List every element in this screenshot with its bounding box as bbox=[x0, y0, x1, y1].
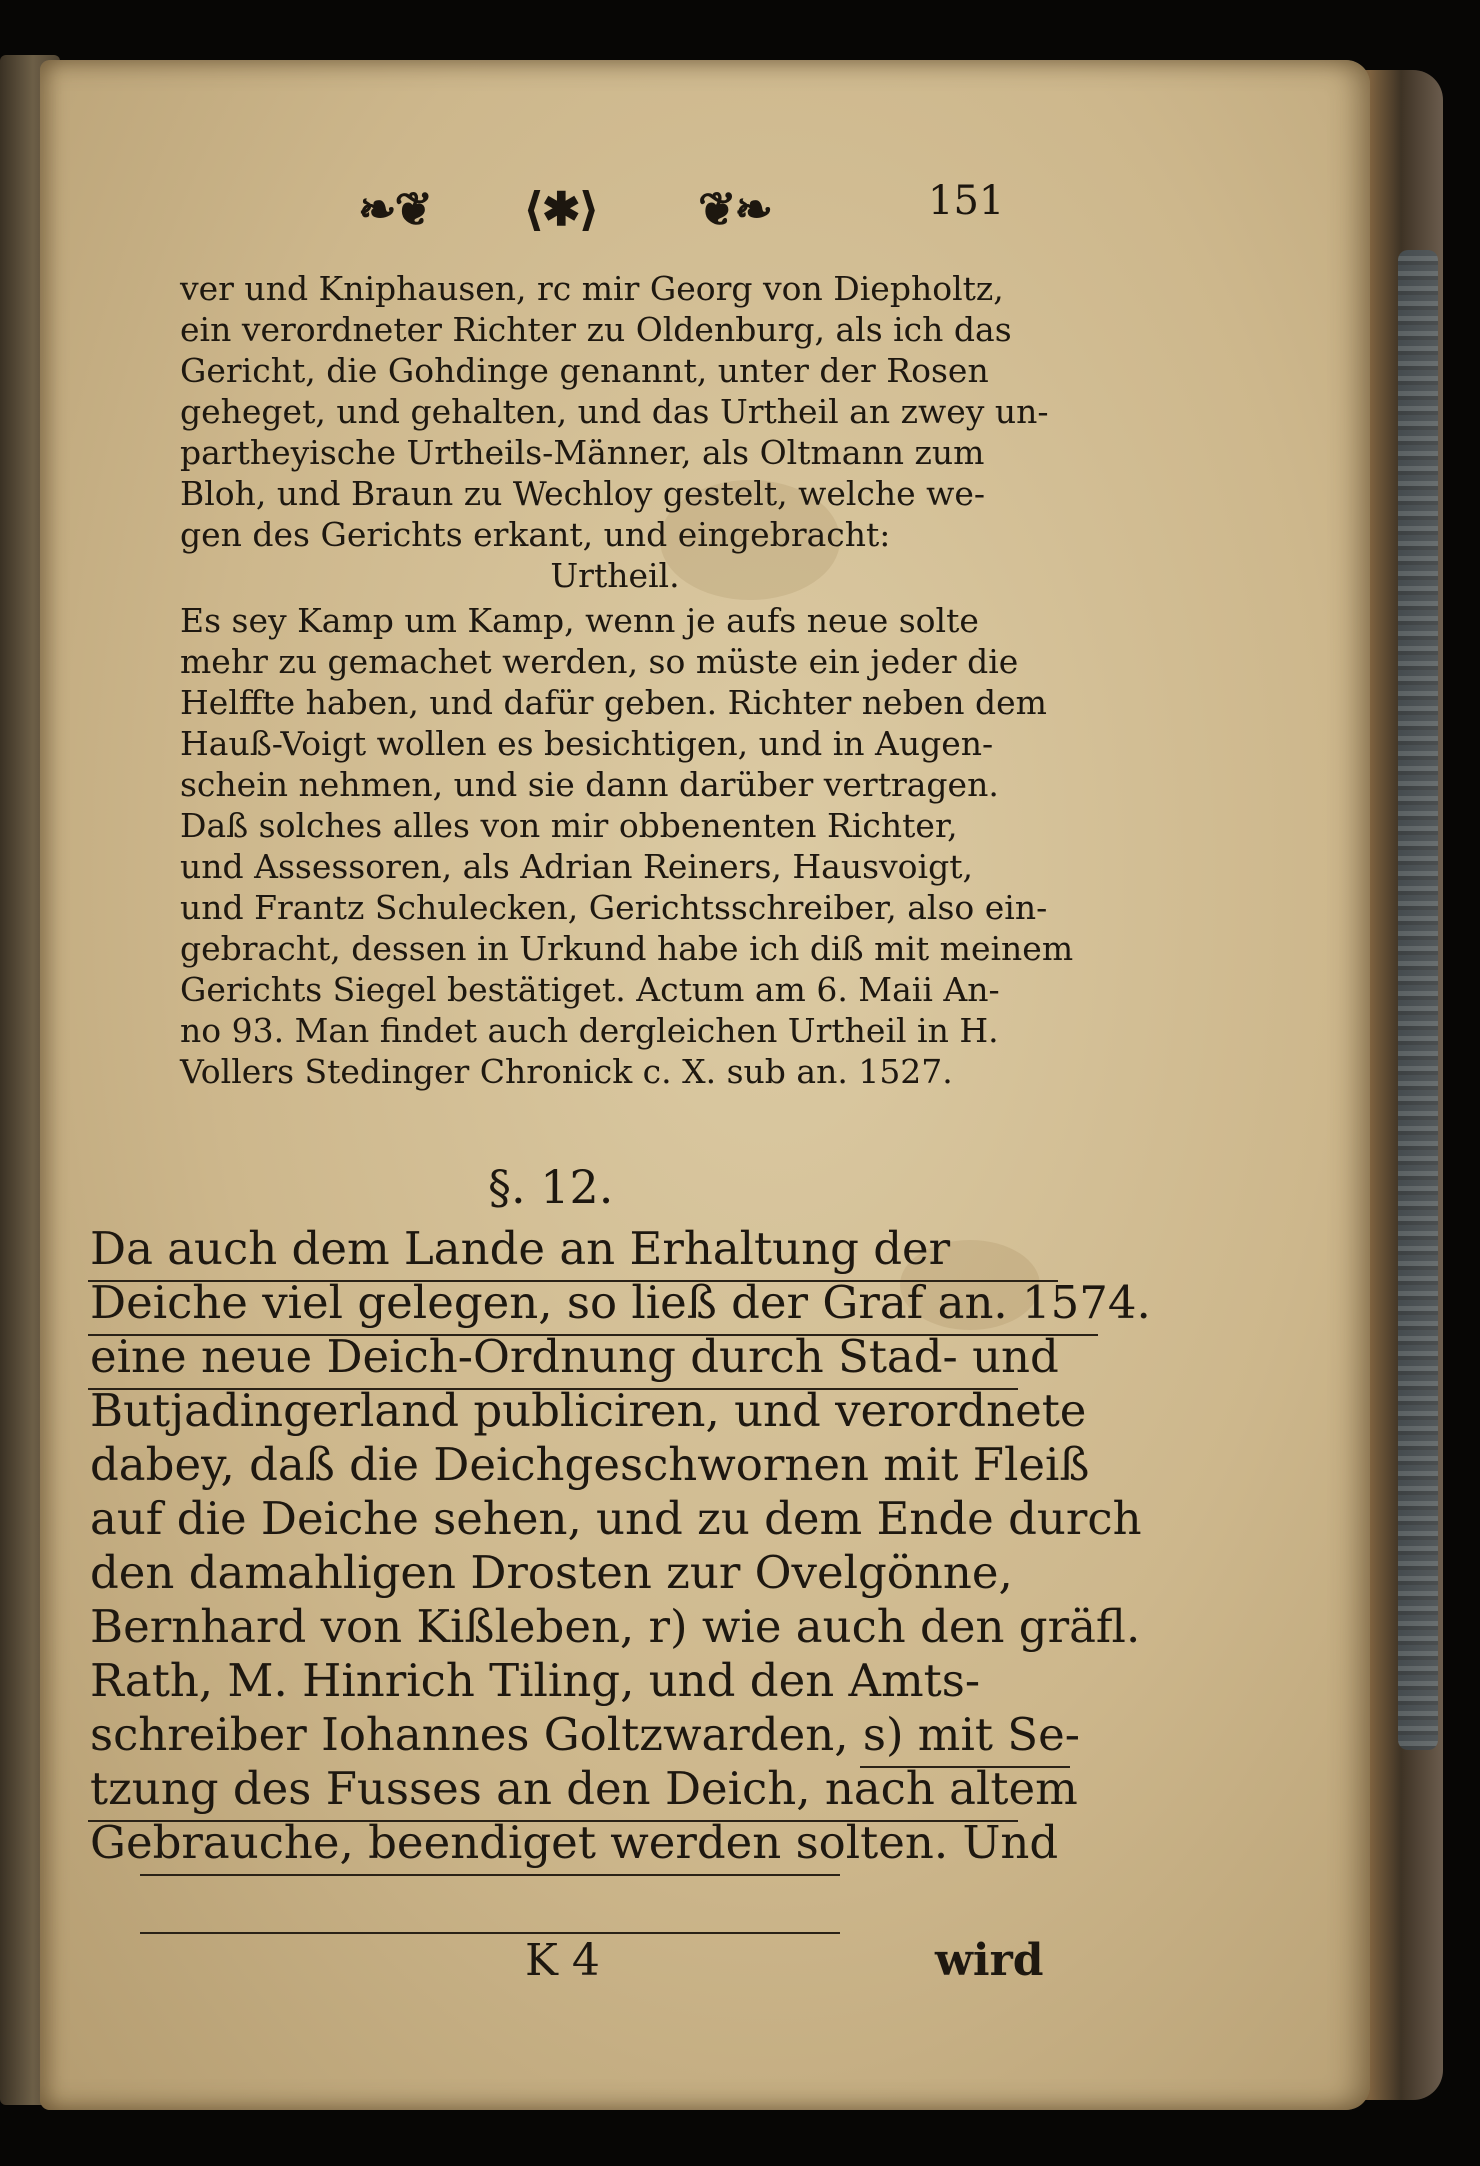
header-ornament-right: ❦❧ bbox=[698, 182, 772, 236]
pencil-underline bbox=[88, 1820, 1018, 1822]
text-line: ein verordneter Richter zu Oldenburg, als ich das bbox=[180, 310, 1012, 349]
text-line: eine neue Deich-Ordnung durch Stad- und bbox=[90, 1330, 1059, 1383]
text-line: gebracht, dessen in Urkund habe ich diß mit meinem bbox=[180, 929, 1074, 968]
header-ornament-left: ❧❦ bbox=[358, 182, 432, 236]
text-line: Daß solches alles von mir obbenenten Richter, bbox=[180, 806, 958, 845]
text-line: gen des Gerichts erkant, und eingebracht: bbox=[180, 515, 891, 554]
text-line: Gerichts Siegel bestätiget. Actum am 6. Maii An- bbox=[180, 970, 1000, 1009]
text-line: Gericht, die Gohdinge genannt, unter der Rosen bbox=[180, 351, 989, 390]
text-line: auf die Deiche sehen, und zu dem Ende durch bbox=[90, 1492, 1142, 1545]
text-line: schreiber Iohannes Goltzwarden, s) mit Se- bbox=[90, 1708, 1080, 1761]
main-paragraph bbox=[90, 1222, 1151, 1870]
page-number: 151 bbox=[928, 178, 1005, 224]
section-title: §. 12. bbox=[488, 1160, 614, 1214]
text-line: Vollers Stedinger Chronick c. X. sub an. 1527. bbox=[180, 1052, 953, 1091]
text-line: Es sey Kamp um Kamp, wenn je aufs neue solte bbox=[180, 601, 979, 640]
text-line: Da auch dem Lande an Erhaltung der bbox=[90, 1222, 951, 1275]
upper-paragraph bbox=[180, 268, 1049, 555]
text-line: geheget, und gehalten, und das Urtheil an zwey un- bbox=[180, 392, 1049, 431]
text-line: Helffte haben, und dafür geben. Richter neben dem bbox=[180, 683, 1047, 722]
text-line: Deiche viel gelegen, so ließ der Graf an. 1574. bbox=[90, 1276, 1151, 1329]
pencil-underline bbox=[88, 1388, 1018, 1390]
text-line: Gebrauche, beendiget werden solten. Und bbox=[90, 1816, 1059, 1869]
text-line: schein nehmen, und sie dann darüber vertragen. bbox=[180, 765, 999, 804]
pencil-underline bbox=[140, 1874, 840, 1876]
pencil-underline bbox=[140, 1932, 840, 1934]
pencil-underline bbox=[860, 1766, 1070, 1768]
text-line: Bloh, und Braun zu Wechloy gestelt, welche we- bbox=[180, 474, 986, 513]
verdict-paragraph bbox=[180, 600, 1073, 1092]
text-line: Hauß-Voigt wollen es besichtigen, und in Augen- bbox=[180, 724, 994, 763]
text-line: den damahligen Drosten zur Ovelgönne, bbox=[90, 1546, 1013, 1599]
text-line: und Assessoren, als Adrian Reiners, Hausvoigt, bbox=[180, 847, 973, 886]
text-line: no 93. Man findet auch dergleichen Urtheil in H. bbox=[180, 1011, 999, 1050]
signature-mark: K 4 bbox=[525, 1935, 600, 1986]
text-line: mehr zu gemachet werden, so müste ein jeder die bbox=[180, 642, 1019, 681]
verdict-heading-text: Urtheil. bbox=[550, 556, 680, 595]
pencil-underline bbox=[88, 1280, 1058, 1282]
text-line: Bernhard von Kißleben, r) wie auch den gräfl. bbox=[90, 1600, 1141, 1653]
verdict-heading bbox=[180, 555, 1050, 596]
header-ornament-center: ⟨✱⟩ bbox=[523, 182, 598, 236]
text-line: Butjadingerland publiciren, und verordnete bbox=[90, 1384, 1087, 1437]
text-line: tzung des Fusses an den Deich, nach altem bbox=[90, 1762, 1078, 1815]
pencil-underline bbox=[88, 1334, 1098, 1336]
text-line: Rath, M. Hinrich Tiling, und den Amts- bbox=[90, 1654, 981, 1707]
text-line: und Frantz Schulecken, Gerichtsschreiber, also ein- bbox=[180, 888, 1048, 927]
text-line: partheyische Urtheils-Männer, als Oltmann zum bbox=[180, 433, 985, 472]
text-line: dabey, daß die Deichgeschwornen mit Fleiß bbox=[90, 1438, 1090, 1491]
text-line: ver und Kniphausen, rc mir Georg von Diepholtz, bbox=[180, 269, 1004, 308]
catchword: wird bbox=[935, 1935, 1044, 1986]
